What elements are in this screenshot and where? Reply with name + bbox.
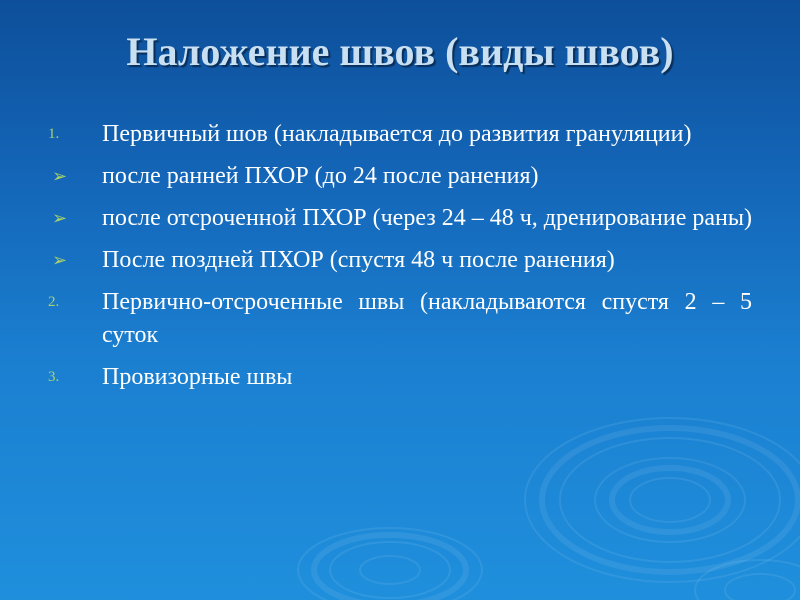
arrow-bullet-icon: ➢ [52, 208, 68, 229]
slide-title: Наложение швов (виды швов) [126, 29, 674, 74]
list-item [48, 361, 752, 394]
list-number: 1. [48, 126, 60, 142]
list-item-text: Первично-отсроченные швы (накладываются спустя 2 – 5 суток [102, 289, 752, 348]
content-list [48, 118, 752, 403]
list-item [48, 244, 752, 277]
list-item-text: после ранней ПХОР (до 24 после ранения) [102, 163, 539, 189]
list-item [48, 202, 752, 235]
list-item-text: Провизорные швы [102, 364, 293, 390]
list-item [48, 118, 752, 151]
list-item [48, 286, 752, 352]
list-item-text: После поздней ПХОР (спустя 48 ч после ранения) [102, 247, 615, 273]
list-item [48, 160, 752, 193]
list-item-text: Первичный шов (накладывается до развития грануляции) [102, 121, 692, 147]
list-number: 3. [48, 369, 60, 385]
arrow-bullet-icon: ➢ [52, 166, 68, 187]
list-item-text: после отсроченной ПХОР (через 24 – 48 ч, дренирование раны) [102, 205, 752, 231]
list-number: 2. [48, 294, 60, 310]
arrow-bullet-icon: ➢ [52, 250, 68, 271]
